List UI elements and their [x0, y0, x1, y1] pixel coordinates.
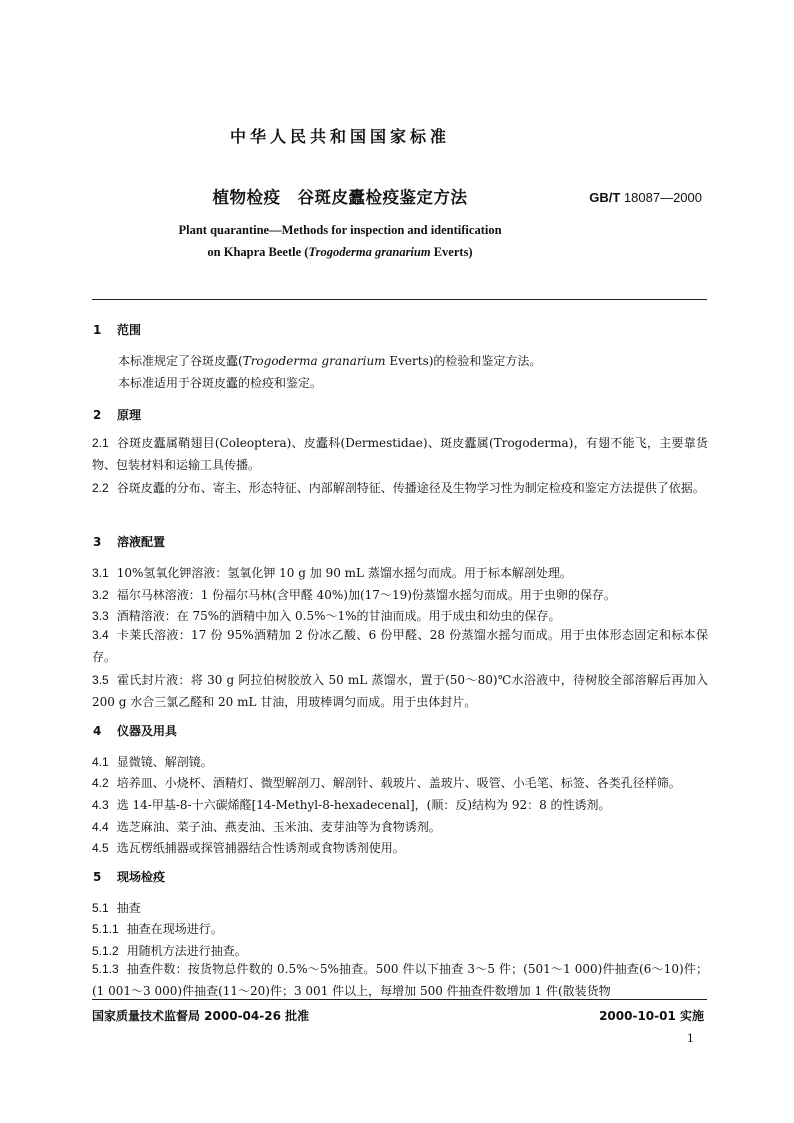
clause-text: 谷斑皮蠹的分布、寄主、形态特征、内部解剖特征、传播途径及生物学习性为制定检疫和鉴定方法提供了依据。 [116, 481, 705, 495]
text-post: Everts)的检验和鉴定方法。 [385, 354, 542, 368]
section-title: 溶液配置 [117, 535, 166, 549]
clause-3-5 [92, 669, 708, 713]
species-name: Trogoderma granarium [242, 354, 386, 368]
section-2-heading [93, 406, 141, 423]
clause-number: 2.1 [92, 436, 109, 450]
section-title: 范围 [117, 323, 142, 337]
standard-title-cn: 植物检疫 谷斑皮蠹检疫鉴定方法 [212, 188, 468, 207]
clause-number: 4.4 [92, 820, 109, 834]
clause-text: 选芝麻油、菜子油、燕麦油、玉米油、麦芽油等为食物诱剂。 [116, 820, 441, 834]
section-number: 2 [93, 408, 102, 422]
clause-3-1 [92, 564, 708, 581]
clause-number: 2.2 [92, 481, 109, 495]
section-number: 1 [93, 323, 102, 337]
clause-text: 选瓦楞纸捕器或探管捕器结合性诱剂或食物诱剂使用。 [116, 841, 405, 855]
approval-note: 国家质量技术监督局 2000-04-26 批准 [92, 1009, 310, 1023]
clause-2-2 [92, 477, 708, 499]
text-pre: 本标准规定了谷斑皮蠹( [118, 354, 243, 368]
section-1-heading [93, 321, 141, 338]
standard-title-en-line1: Plant quarantine—Methods for inspection and identification [178, 223, 502, 237]
clause-number: 5.1 [92, 901, 109, 915]
clause-number: 4.2 [92, 776, 109, 790]
title-en-pre: on Khapra Beetle ( [207, 245, 309, 259]
clause-number: 5.1.3 [92, 962, 119, 976]
clause-number: 5.1.1 [92, 922, 119, 936]
clause-5-1-2 [92, 942, 708, 959]
clause-5-1 [92, 899, 708, 916]
clause-text: 抽查 [116, 901, 141, 915]
section-4-heading [93, 722, 177, 739]
section-1-paragraph-2: 本标准适用于谷斑皮蠹的检疫和鉴定。 [118, 376, 323, 390]
clause-4-4 [92, 818, 708, 835]
clause-text: 培养皿、小烧杯、酒精灯、微型解剖刀、解剖针、载玻片、盖玻片、吸管、小毛笔、标签、各类孔径样筛。 [116, 776, 681, 790]
clause-number: 4.3 [92, 798, 109, 812]
clause-text: 卡莱氏溶液：17 份 95%酒精加 2 份冰乙酸、6 份甲醛、28 份蒸馏水摇匀而成。用于虫体形态固定和标本保存。 [92, 628, 708, 664]
section-title: 原理 [117, 408, 142, 422]
title-en-post: Everts) [430, 245, 473, 259]
effective-date: 2000-10-01 实施 [599, 1009, 704, 1023]
clause-3-2 [92, 586, 708, 603]
standard-code [589, 190, 702, 205]
clause-3-4 [92, 624, 708, 668]
title-en-species: Trogoderma granarium [308, 245, 431, 259]
clause-text: 酒精溶液：在 75%的酒精中加入 0.5%～1%的甘油而成。用于成虫和幼虫的保存。 [116, 609, 561, 623]
clause-number: 4.1 [92, 755, 109, 769]
standard-title-en-line2 [0, 245, 680, 260]
clause-text: 用随机方法进行抽查。 [126, 944, 247, 958]
section-number: 5 [93, 870, 102, 884]
clause-4-1 [92, 753, 708, 770]
section-number: 3 [93, 535, 102, 549]
clause-2-1 [92, 432, 708, 476]
clause-5-1-1 [92, 920, 708, 937]
clause-5-1-3 [92, 958, 708, 1002]
clause-number: 3.3 [92, 609, 109, 623]
clause-number: 3.1 [92, 566, 109, 580]
header-rule [92, 299, 707, 300]
standard-code-prefix: GB/T [589, 190, 621, 205]
clause-number: 3.4 [92, 628, 109, 642]
clause-text: 抽查件数：按货物总件数的 0.5%～5%抽查。500 件以下抽查 3～5 件；(501～1 000)件抽查(6～10)件；(1 001～3 000)件抽查(11～20)件；3 001 件以上，每增加 500 件抽查件数增加 1 件(散装货物 [92, 962, 708, 998]
clause-3-3 [92, 607, 708, 624]
section-number: 4 [93, 724, 102, 738]
clause-4-5 [92, 839, 708, 856]
clause-text: 霍氏封片液：将 30 g 阿拉伯树胶放入 50 mL 蒸馏水，置于(50～80)℃水浴液中，待树胶全部溶解后再加入 200 g 水合三氯乙醛和 20 mL 甘油，用玻棒调匀而成。用于虫体封片。 [92, 673, 708, 709]
clause-text: 选 14-甲基-8-十六碳烯醛[14-Methyl-8-hexadecenal]，(顺：反)结构为 92：8 的性诱剂。 [116, 798, 611, 812]
clause-number: 3.2 [92, 588, 109, 602]
clause-number: 4.5 [92, 841, 109, 855]
section-title: 现场检疫 [117, 870, 166, 884]
clause-text: 显微镜、解剖镜。 [116, 755, 213, 769]
section-1-paragraph-1 [92, 350, 708, 372]
clause-4-2 [92, 774, 708, 791]
clause-number: 3.5 [92, 673, 109, 687]
clause-text: 福尔马林溶液：1 份福尔马林(含甲醛 40%)加(17～19)份蒸馏水摇匀而成。用于虫卵的保存。 [116, 588, 616, 602]
clause-number: 5.1.2 [92, 944, 119, 958]
section-3-heading [93, 533, 165, 550]
clause-4-3 [92, 796, 708, 813]
national-standard-heading: 中华人民共和国国家标准 [229, 127, 450, 146]
standard-code-number: 18087—2000 [623, 190, 702, 205]
footer-rule [92, 999, 707, 1000]
page-number: 1 [687, 1032, 694, 1045]
section-5-heading [93, 868, 165, 885]
clause-text: 10%氢氧化钾溶液：氢氧化钾 10 g 加 90 mL 蒸馏水摇匀而成。用于标本解剖处理。 [116, 566, 572, 580]
section-title: 仪器及用具 [117, 724, 178, 738]
clause-text: 谷斑皮蠹属鞘翅目(Coleoptera)、皮蠹科(Dermestidae)、斑皮蠹属(Trogoderma)，有翅不能飞，主要靠货物、包装材料和运输工具传播。 [92, 436, 708, 472]
clause-text: 抽查在现场进行。 [126, 922, 223, 936]
